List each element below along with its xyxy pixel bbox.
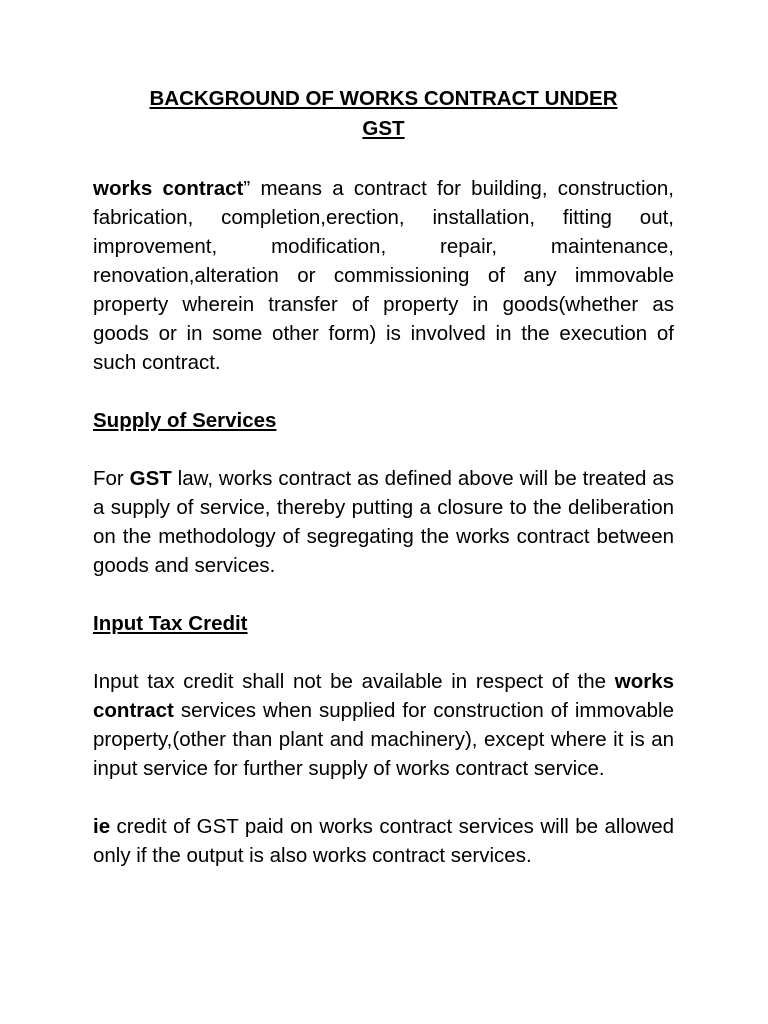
- itc-text: services when supplied for construction of immovable property,(other than plant and machinery), except where it is an input service for further supply of works contract service.: [93, 699, 674, 780]
- title-line-2: GST: [362, 117, 405, 140]
- ie-term: ie: [93, 815, 111, 838]
- definition-term: works contract: [93, 177, 244, 200]
- supply-prefix: For: [93, 467, 130, 490]
- definition-text: ” means a contract for building, construction, fabrication, completion,erection, installation, fitting out, improvement, modification, repair, maintenance, renovation,alteration or commissioning of any immovable property wherein transfer of property in goods(whether as goods or in some other form) is involved in the execution of such contract.: [93, 177, 674, 374]
- itc-term: works contract: [93, 670, 674, 722]
- supply-gst-term: GST: [129, 467, 172, 490]
- supply-text: law, works contract as defined above will be treated as a supply of service, thereby putting a closure to the deliberation on the methodology of segregating the works contract between goods and services.: [93, 467, 674, 577]
- supply-paragraph: [93, 464, 674, 580]
- document-title: [93, 84, 674, 144]
- title-line-1: BACKGROUND OF WORKS CONTRACT UNDER: [149, 87, 618, 110]
- itc-paragraph: [93, 667, 674, 783]
- document-page: [93, 84, 674, 870]
- ie-text: credit of GST paid on works contract services will be allowed only if the output is also works contract services.: [93, 815, 674, 867]
- itc-prefix: Input tax credit shall not be available in respect of the: [93, 670, 615, 693]
- supply-of-services-heading: Supply of Services: [93, 409, 277, 432]
- input-tax-credit-heading: Input Tax Credit: [93, 612, 248, 635]
- ie-paragraph: [93, 812, 674, 870]
- definition-paragraph: [93, 174, 674, 377]
